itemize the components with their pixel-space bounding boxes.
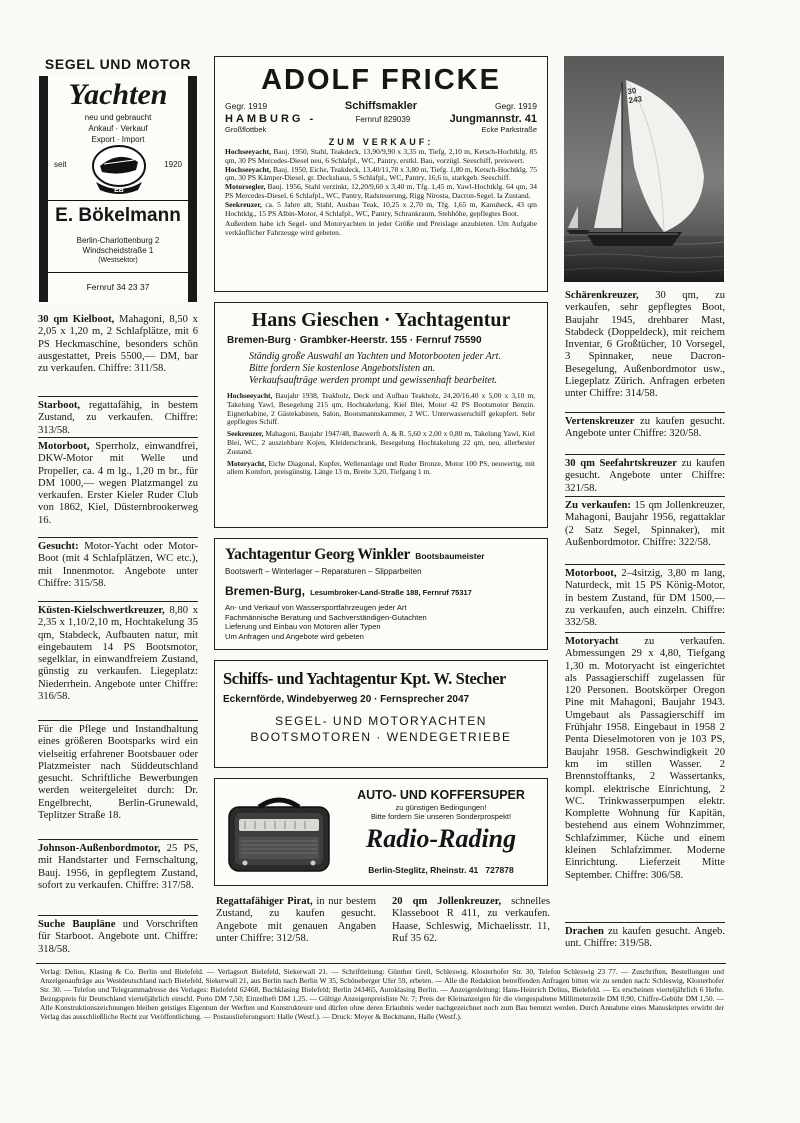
ad-fricke-item-heading: Hochseeyacht, (225, 147, 272, 156)
ad-gieschen-slogan2: Bitte fordern Sie kostenlose Angebotslisten an. (249, 363, 436, 374)
classified-left-5 (38, 724, 198, 839)
ad-winkler (214, 538, 548, 650)
divider (38, 396, 198, 397)
sailboat-photo (564, 56, 724, 282)
ad-winkler-address-row (225, 580, 537, 599)
ad-boekelmann-line1: neu und gebraucht (84, 113, 152, 122)
ad-gieschen-item-text: Mahagoni, Baujahr 1947/48, Bauwerft A. & R. 5,60 x 2,00 x 0,80 m, Takelung Yawl, Kiel Blei, WC, 2 ausziehbare Kojen, Kleiderschrank, Besegelung Hochtakelung 22 qm, neu, allerbester Zustand. (227, 429, 535, 456)
ad-boekelmann-name: E. Bökelmann (55, 205, 181, 226)
radio-icon (225, 791, 333, 875)
ad-fricke-item (225, 148, 537, 166)
boat-emblem-icon (90, 140, 148, 196)
sail-number: 30 243 (626, 86, 643, 106)
ad-winkler-title (225, 544, 537, 564)
classified-text: regattafähig, in bestem Zustand, zu verkaufen. Chiffre: 313/58. (38, 400, 198, 436)
classified-left-7 (38, 919, 198, 957)
ad-fricke-items (225, 148, 537, 238)
classified-right-5 (565, 636, 725, 922)
classified-text: zu verkaufen. Abmessungen 29 x 4,80, Tiefgang 1,30 m. Motoryacht ist eingerichtet als Passagierschiff zugelassen für 120 Personen. Bootskörper Oregon Pine mit Mahagoni, Baujahr 1943. Umgebaut als Passagierschiff im Frühjahr 1958. Eingebaut in 1958 2 Penta Dieselmotoren von je 103 PS, Baujahr 1958. Geschwindigkeit 20 km im stillen Wasser. 2 Brennstofftanks, 2 Wassertanks, kompl. elektrische Einrichtung, 2 WC. Trinkwasserpumpen elektr. Komplette Wohnung für Kapitän, bestehend aus einem Wohnzimmer, Schlafzimmer, Küche und einem kleinen Schlafzimmer. Moderne Einrichtung. Lieferzeit Mitte September. Chiffre: 306/58. (565, 636, 725, 881)
ad-gieschen-item-heading: Seekreuzer, (227, 429, 264, 439)
classified-heading: Suche Baupläne (38, 919, 116, 930)
ad-winkler-text4: Um Anfragen und Angebote wird gebeten (225, 631, 364, 641)
ad-fricke-name: ADOLF FRICKE (261, 64, 501, 96)
divider (38, 720, 198, 721)
ad-boekelmann (36, 56, 200, 302)
classified-heading: Motorboot, (38, 441, 90, 452)
divider (38, 839, 198, 840)
divider (565, 496, 725, 497)
divider (565, 632, 725, 633)
classified-heading: Schärenkreuzer, (565, 290, 639, 301)
classified-heading: 30 qm Seefahrtskreuzer (565, 458, 677, 469)
ad-boekelmann-addr3: (Westsektor) (98, 257, 138, 264)
ad-winkler-line1: Bootswerft – Winterlager – Reparaturen – Slipparbeiten (225, 567, 422, 576)
ad-gieschen-addr: Bremen-Burg · Grambker-Heerstr. 155 · Fernruf 75590 (227, 335, 482, 346)
ad-fricke-item-text: Bauj. 1956, Stahl verzinkt, 12,20/9,60 x 3,40 m, Tfg. 1,45 m, Yawl-Hochtklg. 64 qm, 34 PS Mercedes-Diesel, 6 Schlafpl., WC, Pantry, Radsteuerung, Rigg Nirosta, Dacron-Segel. Ia Zustand. (225, 182, 538, 200)
ad-radio-addr: Berlin-Steglitz, Rheinstr. 41 727878 (368, 865, 514, 875)
ad-fricke-row2 (225, 113, 537, 125)
classified-heading: Johnson-Außenbordmotor, (38, 843, 161, 854)
classified-left-0 (38, 314, 198, 396)
ad-fricke-item-heading: Seekreuzer, (225, 199, 262, 209)
ad-fricke-item-text: Bauj. 1950, Eiche, Teakdeck, 13,40/11,78 x 3,80 m, Tiefg. 1,80 m, Ketsch-Hochtklg. 75 qm, 30 PS Kämper-Diesel, gr. Deckshaus, 5 Schlafpl., WC, Pantry, 16,6 ts, starkgeb. Seeschiff. (225, 164, 538, 183)
ad-gieschen-item (227, 460, 535, 478)
classified-text: Sperrholz, einwandfrei, DKW-Motor mit Welle und Propeller, ca. 4 m lg., 1,20 m br., für DM 1000,— wegen Platzmangel zu verkaufen. Erster Kieler Ruder Club von 1862, Kiel, Düsternbrookerweg 16. (38, 441, 198, 526)
ad-gieschen-name: Hans Gieschen · Yachtagentur (251, 309, 511, 331)
ad-fricke-gegr-right: Gegr. 1919 (494, 101, 537, 111)
ad-gieschen-item (227, 430, 535, 456)
ad-stecher-line1: SEGEL- UND MOTORYACHTEN (275, 714, 487, 728)
ad-boekelmann-addr1: Berlin-Charlottenburg 2 (76, 236, 160, 245)
ad-stecher (214, 660, 548, 768)
ad-fricke-item (225, 166, 537, 184)
ad-fricke-item-heading: Hochseeyacht, (225, 164, 272, 174)
ad-boekelmann-frame (39, 76, 197, 302)
ad-winkler-text (225, 603, 537, 641)
ad-fricke-row1 (225, 100, 537, 112)
classified-heading: 20 qm Jollenkreuzer, (392, 896, 502, 907)
classified-bottom-0 (216, 896, 376, 956)
classified-text: 30 qm, zu verkaufen, sehr gepflegtes Boot, Baujahr 1945, drehbarer Mast, Stabdeck (Doppeldeck), mit reichem Inventar, 6 Großtücher, 10 Vorsegel, 3 Spinnaker, neue Dacron-Besegelung, Außenbordmotor usw., Liegeplatz Zürich. Anfragen erbeten unter Chiffre: 314/58. (565, 290, 725, 400)
ad-stecher-addr: Eckernförde, Windebyerweg 20 · Fernsprecher 2047 (223, 694, 470, 705)
classified-text: schnelles Klasseboot R 411, zu verkaufen. Haase, Schleswig, Michaelisstr. 11, Ruf 35 62. (392, 896, 550, 944)
ad-boekelmann-addr2: Windscheidstraße 1 (82, 246, 154, 255)
ad-gieschen (214, 302, 548, 528)
ad-radio-logo: Radio-Rading (365, 824, 517, 853)
ad-boekelmann-script-title: Yachten (68, 78, 168, 111)
ad-fricke-sub-right: Ecke Parkstraße (481, 125, 537, 134)
ad-radio-rading (214, 778, 548, 886)
classified-text: 8,80 x 2,35 x 1,10/2,10 m, Hochtakelung 35 qm, Stabdeck, Aufbauten natur, mit eingebautem 14 PS Bootsmotor, segelklar, in einwandfreiem Zustand, günstig zu verkaufen. Liegeplatz: Niederrhein. Angebote unter Chiffre: 316/58. (38, 605, 198, 703)
classified-text: und Vorschriften für Starboot. Angebote unt. Chiffre: 318/58. (38, 919, 198, 955)
ad-boekelmann-header: SEGEL UND MOTOR (44, 56, 192, 72)
ad-winkler-suffix: Bootsbaumeister (415, 551, 485, 561)
ad-radio-sub2: Bitte fordern Sie unseren Sonderprospekt! (370, 812, 512, 821)
classified-heading: Zu verkaufen: (565, 500, 631, 511)
classified-text: 15 qm Jollenkreuzer, Mahagoni, Baujahr 1956, regattaklar (2 Satz Segel, Spinnaker), mit Außenbordmotor. Chiffre: 322/58. (565, 500, 725, 548)
ad-fricke-item-text: ca. 5 Jahre alt, Stahl, Ausbau Teak, 10,25 x 2,70 m, Tfg. 1,65 m, Kanuheck, 43 qm Hochtklg., 15 PS Albin-Motor, 4 Schlafpl., WC, Pantry, Schrankraum, Stehhöhe, gepflegtes Boot. (225, 199, 538, 218)
ad-boekelmann-rule (48, 200, 188, 201)
ad-gieschen-item-heading: Motoryacht, (227, 458, 267, 468)
ad-gieschen-item (227, 392, 535, 427)
classified-text: 2–4sitzig, 3,80 m lang, Naturdeck, mit 15 PS König-Motor, in bestem Zustand, für DM 1500,— zu verkaufen, auch einzeln. Chiffre: 332/58. (565, 568, 725, 629)
ad-gieschen-item-heading: Hochseeyacht, (227, 391, 273, 400)
classified-text: 25 PS, mit Handstarter und Fernschaltung, Bauj. 1956, in gepflegtem Zustand, sofort zu verkaufen. Chiffre: 317/58. (38, 843, 198, 891)
classified-left-3 (38, 541, 198, 601)
classified-left-6 (38, 843, 198, 915)
ad-gieschen-slogan3: Verkaufsaufträge werden prompt und gewissenhaft bearbeitet. (249, 375, 498, 386)
divider (38, 601, 198, 602)
ad-gieschen-item-text: Eiche Diagonal, Kupfer, Wellenanlage und Ruder Bronze, Motor 100 PS, neuwertig, mit allem Komfort, preisgünstig. Länge 13 m, Breite 3,20, Tiefgang 1 m. (227, 458, 535, 477)
classified-heading: Motorboot, (565, 568, 617, 579)
ad-fricke-city: HAMBURG - (225, 113, 317, 125)
classified-left-4 (38, 605, 198, 720)
ad-fricke-footer: Außerdem habe ich Segel- und Motoryachten in jeder Größe und Preislage anzubieten. Um Aufgabe verkäuflicher Fahrzeuge wird gebeten. (225, 219, 537, 238)
classified-left-1 (38, 400, 198, 437)
ad-boekelmann-seit: seit (54, 160, 67, 169)
ad-fricke-item (225, 183, 537, 201)
divider (565, 412, 725, 413)
ad-fricke (214, 56, 548, 292)
divider (565, 454, 725, 455)
classified-heading: Gesucht: (38, 541, 79, 552)
ad-fricke-item-heading: Motorsegler, (225, 182, 266, 192)
ad-winkler-text2: Fachmännische Beratung und Sachverständigen-Gutachten (225, 612, 427, 622)
ad-gieschen-slogan1: Ständig große Auswahl an Yachten und Motorbooten jeder Art. (249, 351, 501, 362)
divider (38, 537, 198, 538)
divider (565, 922, 725, 923)
classified-right-0 (565, 290, 725, 412)
left-classifieds (38, 314, 198, 956)
ad-winkler-text1: An- und Verkauf von Wassersportfahrzeugen jeder Art (225, 603, 407, 612)
ad-stecher-line2: BOOTSMOTOREN · WENDEGETRIEBE (250, 730, 512, 744)
classified-heading: 30 qm Kielboot, (38, 314, 115, 325)
ad-fricke-street: Jungmannstr. 41 (449, 113, 537, 125)
ad-boekelmann-line3: Export · Import (91, 135, 145, 144)
classified-heading: Drachen (565, 926, 604, 937)
classified-heading: Starboot, (38, 400, 81, 411)
imprint: Verlag: Delius, Klasing & Co. Berlin und Bielefeld. — Verlagsort Bielefeld, Siekerwall 21. — Schriftleitung: Günther Grell, Schleswig, Klosterhofer Str. 30, Telefon Schleswig 23 77. — Zuschriften, Bestellungen und Anzeigenaufträge aus Westdeutschland nach Bielefeld, Siekerwall 21, aus Berlin nach Berlin W 35, Schöneberger Ufer 59, erbeten. — Alle die Redaktion betreffenden Anfragen bitten wir zu senden nach: Schleswig, Klosterhofer Str. 30. — Telefon und Telegrammadresse des Verlages: Bielefeld 62468, Buchklasing Bielefeld; Berlin 243465, Autoklasing Berlin. — Anzeigenleitung: Hans-Heinrich Delius, Bielefeld. — Es erscheinen vierteljährlich 6 Hefte. Bezugspreis für Deutschland vierteljährlich einschl. Porto DM 7,50; Einzelheft DM 1,25. — Gültige Anzeigenpreisliste Nr. 7; Preis der Kleinanzeigen für die viergespaltene Millimeterzeile DM 0,90, Chiffre-Gebühr DM 1,50. — Alle Konstruktionszeichnungen bleiben geistiges Eigentum der Werften und Konstrukteure und dürfen ohne deren Erlaubnis weder nachgezeichnet noch zum Bau benutzt werden. Durch Annahme eines Manuskriptes erwirbt der Verlag das ausschließliche Recht zur Veröffentlichung. — Postauslieferungsort: Halle (Westf.). — Druck: Meyer & Beckmann, Halle (Westf.). (40, 967, 724, 1021)
classified-right-6 (565, 926, 725, 952)
classified-bottom-1 (392, 896, 550, 956)
classified-text: in nur bestem Zustand, zu kaufen gesucht. Angebote mit genauen Angaben unter Chiffre: 312/58. (216, 896, 376, 944)
classified-text: zu kaufen gesucht. Angebote unter Chiffre: 320/58. (565, 416, 725, 440)
classified-text: Mahagoni, 8,50 x 2,05 x 1,20 m, 2 Schlafplätze, mit 6 PS Heckmaschine, besonders schön ausgestattet, Preis 5500,— DM, bar zu verkaufen. Chiffre: 311/58. (38, 314, 198, 375)
ad-boekelmann-year: 1920 (164, 160, 182, 169)
classified-heading: Regattafähiger Pirat, (216, 896, 313, 907)
ad-winkler-addr: Lesumbroker-Land-Straße 188, Fernruf 75317 (310, 588, 472, 597)
classified-right-2 (565, 458, 725, 496)
classified-text: Für die Pflege und Instandhaltung eines größeren Bootsparks wird ein vielseitig erfahrener Bootsbauer oder Platzmeister nach Süddeutschland gesucht. Schriftliche Bewerbungen werden weitergeleitet durch: Dr. Engelbrecht, Berlin-Grunewald, Teplitzer Straße 18. (38, 724, 198, 822)
ad-radio-headline: AUTO- UND KOFFERSUPER (357, 788, 525, 802)
ad-boekelmann-phone: Fernruf 34 23 37 (86, 282, 150, 292)
ad-fricke-item (225, 201, 537, 219)
ad-boekelmann-rule2 (48, 272, 188, 273)
divider (565, 564, 725, 565)
svg-text:EB: EB (114, 187, 124, 194)
ad-fricke-gegr-left: Gegr. 1919 (225, 101, 268, 111)
right-classifieds (565, 290, 725, 956)
classified-text: zu kaufen gesucht. Angeb. unt. Chiffre: 319/58. (565, 926, 725, 950)
divider (38, 437, 198, 438)
ad-stecher-name: Schiffs- und Yachtagentur Kpt. W. Stecher (223, 669, 506, 688)
ad-fricke-item-text: Bauj. 1950, Stahl, Teakdeck, 13,90/9,90 x 3,35 m, Tiefg. 2,10 m, Ketsch-Hochtklg. 85 qm, 30 PS Mercedes-Diesel neu, 6 Schlafpl., WC, Pantry, erstkl. Bau, vorzügl. Seeschiff, preiswert. (225, 147, 538, 165)
ad-fricke-sub-left: Großflottbek (225, 125, 267, 134)
ad-boekelmann-line2: Ankauf · Verkauf (88, 124, 148, 133)
ad-gieschen-items (227, 392, 535, 477)
ad-winkler-text3: Lieferung und Einbau von Motoren aller Typen (225, 622, 381, 632)
classified-left-2 (38, 441, 198, 537)
ad-radio-sub1: zu günstigen Bedingungen! (395, 803, 487, 812)
ad-winkler-city: Bremen-Burg, (225, 584, 306, 598)
ad-fricke-role: Schiffsmakler (344, 100, 418, 112)
classified-text: zu kaufen gesucht. Angebote unter Chiffre: 321/58. (565, 458, 725, 494)
classified-right-1 (565, 416, 725, 454)
classified-heading: Motoryacht (565, 636, 619, 647)
classified-right-3 (565, 500, 725, 564)
ad-fricke-phone: Fernruf 829039 (355, 115, 411, 124)
ad-gieschen-slogans (249, 351, 535, 387)
ad-gieschen-item-text: Baujahr 1938, Teakholz, Deck und Aufbau Teakholz, 24,20/16,40 x 5,00 x 3,10 m, Takelung Yawl, Besegelung 215 qm, Hochtakelung, Kiel Blei, Motor 42 PS Bootsmotor Benzin. Eignerkabine, 2 Gästekabinen, Salon, Bootsmannskammer, 2 WC. Unterwasserschiff gekupfert. Sehr gepflegtes Schiff. (227, 391, 535, 427)
divider (38, 915, 198, 916)
ad-fricke-zum-verkauf: ZUM VERKAUF: (328, 137, 434, 147)
classified-heading: Küsten-Kielschwertkreuzer, (38, 605, 165, 616)
ad-fricke-row3 (225, 125, 537, 134)
classified-right-4 (565, 568, 725, 632)
classified-text: Motor-Yacht oder Motor-Boot (mit 4 Schlafplätzen, WC etc.), mit Innenmotor. Angebote unter Chiffre: 315/58. (38, 541, 198, 589)
imprint-rule (36, 963, 726, 964)
classified-heading: Vertenskreuzer (565, 416, 635, 427)
ad-winkler-name: Yachtagentur Georg Winkler (225, 546, 411, 563)
